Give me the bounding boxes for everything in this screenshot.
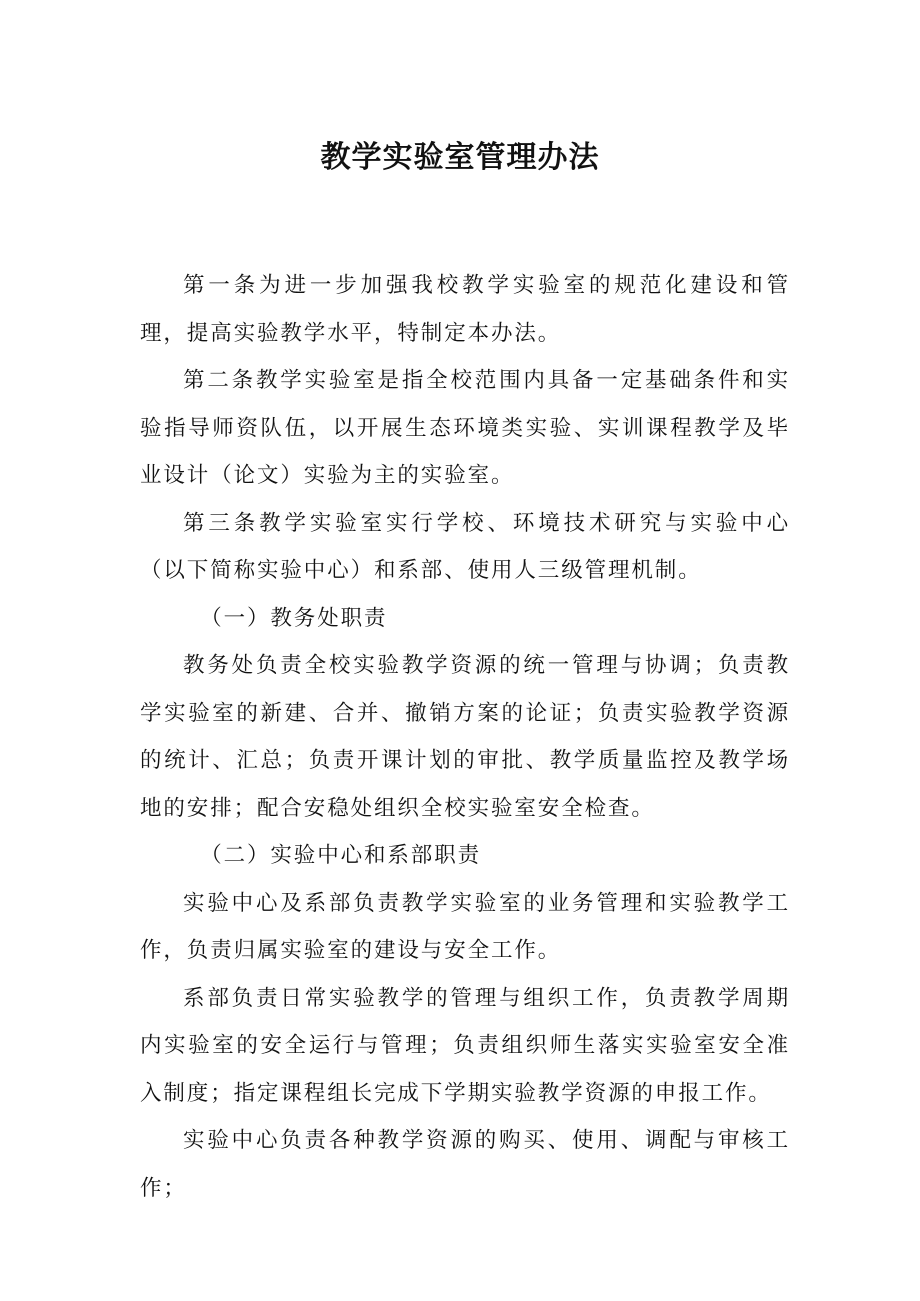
center-duties-paragraph: 实验中心负责各种教学资源的购买、使用、调配与审核工作； [140, 1128, 790, 1201]
document-title: 教学实验室管理办法 [320, 140, 600, 175]
article-2-paragraph: 第二条教学实验室是指全校范围内具备一定基础条件和实验指导师资队伍，以开展生态环境类实验、实训课程教学及毕业设计（论文）实验为主的实验室。 [140, 368, 790, 488]
department-duties-paragraph: 系部负责日常实验教学的管理与组织工作，负责教学周期内实验室的安全运行与管理；负责组织师生落实实验室安全准入制度；指定课程组长完成下学期实验教学资源的申报工作。 [140, 985, 790, 1106]
section-heading-center-and-departments: （二）实验中心和系部职责 [200, 843, 481, 868]
article-1-paragraph: 第一条为进一步加强我校教学实验室的规范化建设和管理，提高实验教学水平，特制定本办法。 [140, 273, 790, 346]
document-body [140, 262, 790, 1212]
academic-affairs-duties-paragraph: 教务处负责全校实验教学资源的统一管理与协调；负责教学实验室的新建、合并、撤销方案的论证；负责实验教学资源的统计、汇总；负责开课计划的审批、教学质量监控及教学场地的安排；配合安稳处组织全校实验室安全检查。 [140, 653, 790, 821]
section-heading-academic-affairs: （一）教务处职责 [200, 605, 388, 631]
article-3-paragraph: 第三条教学实验室实行学校、环境技术研究与实验中心（以下简称实验中心）和系部、使用人三级管理机制。 [140, 510, 790, 583]
center-departments-duties-paragraph: 实验中心及系部负责教学实验室的业务管理和实验教学工作，负责归属实验室的建设与安全工作。 [140, 890, 790, 963]
